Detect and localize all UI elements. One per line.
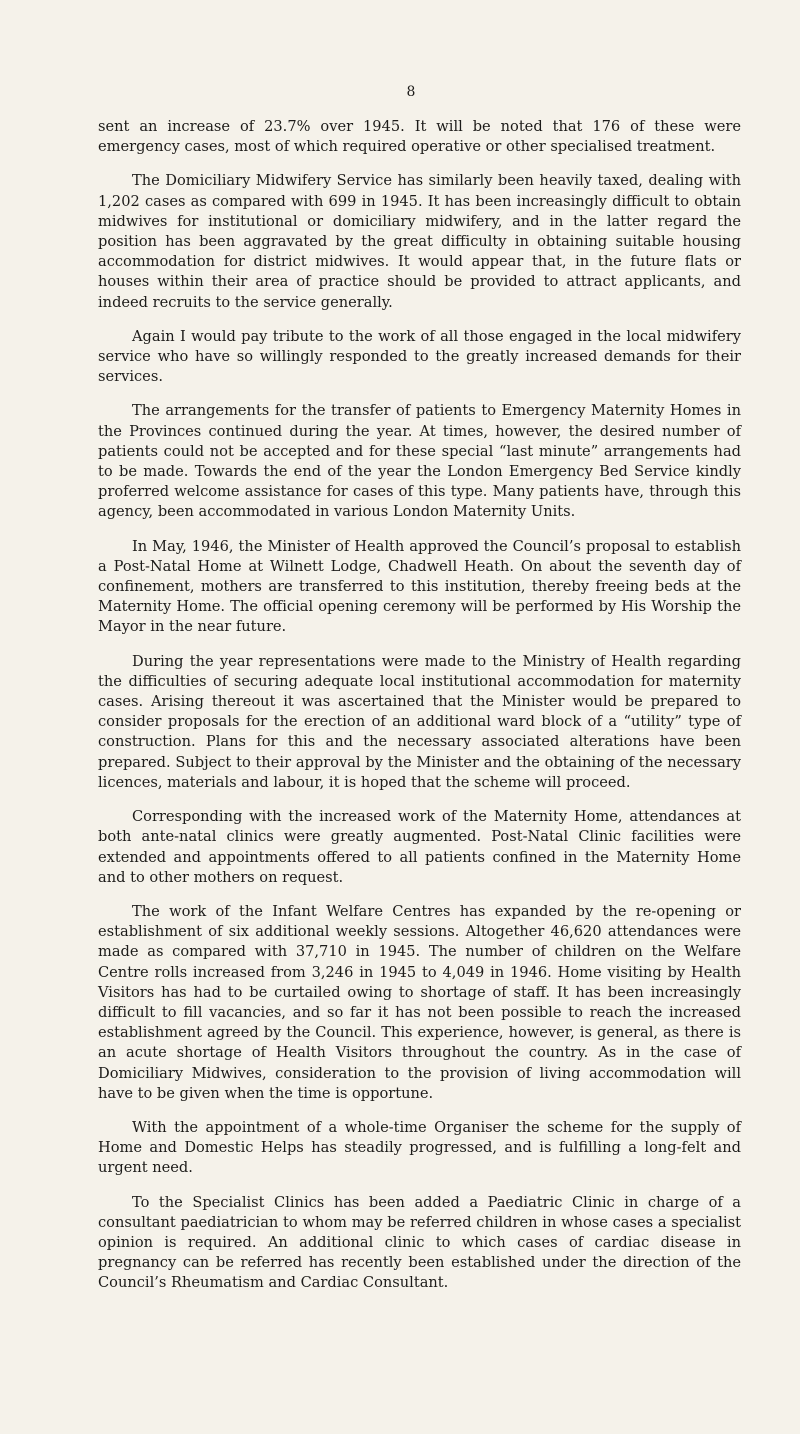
paragraph-ministry-representations: During the year representations were made to the Ministry of Health regarding the difficulties of securing adequate local institutional accommodation for maternity cases. Arising thereout it was ascertained that the Minister would be prepared to consider proposals for the erection of an additional ward block of a “utility” type of construction. Plans for this and the necessary associated alterations have been prepared. Subject to their approval by the Minister and the obtaining of the necessary licences, materials and labour, it is hoped that the scheme will proceed. — [98, 652, 741, 791]
paragraph-clinic-attendances: Corresponding with the increased work of the Maternity Home, attendances at both ante-natal clinics were greatly augmented. Post-Natal Clinic facilities were extended and appointments offered to all patients confined in the Maternity Home and to other mothers on request. — [98, 808, 741, 886]
paragraph-infant-welfare-centres: The work of the Infant Welfare Centres has expanded by the re-opening or establishment of six additional weekly sessions. Altogether 46,620 attendances were made as compared with 37,710 in 1945. The number of children on the Welfare Centre rolls increased from 3,246 in 1945 to 4,049 in 1946. Home visiting by Health Visitors has had to be curtailed owing to shortage of staff. It has been increasingly difficult to fill vacancies, and so far it has not been possible to reach the increased establishment agreed by the Council. This experience, however, is general, as there is an acute shortage of Health Visitors throughout the country. As in the case of Domiciliary Midwives, consideration to the provision of living accommodation will have to be given when the time is opportune. — [98, 902, 741, 1102]
page-number: 8 — [406, 84, 416, 100]
body-text — [98, 117, 741, 1308]
paragraph-emergency-maternity-homes: The arrangements for the transfer of patients to Emergency Maternity Homes in the Provinces continued during the year. At times, however, the desired number of patients could not be accepted and for these special “last minute” arrangements had to be made. Towards the end of the year the London Emergency Bed Service kindly proferred welcome assistance for cases of this type. Many patients have, through this agency, been accommodated in various London Maternity Units. — [98, 402, 741, 521]
paragraph-continuation: sent an increase of 23.7% over 1945. It will be noted that 176 of these were emergency cases, most of which required operative or other specialised treatment. — [98, 118, 741, 156]
paragraph-tribute: Again I would pay tribute to the work of all those engaged in the local midwifery service who have so willingly responded to the greatly increased demands for their services. — [98, 327, 741, 386]
paragraph-domiciliary-midwifery: The Domiciliary Midwifery Service has similarly been heavily taxed, dealing with 1,202 cases as compared with 699 in 1945. It has been increasingly difficult to obtain midwives for institutional or domiciliary midwifery, and in the latter regard the position has been aggravated by the great difficulty in obtaining suitable housing accommodation for district midwives. It would appear that, in the future flats or houses within their area of practice should be provided to attract applicants, and indeed recruits to the service generally. — [98, 172, 741, 311]
paragraph-post-natal-home: In May, 1946, the Minister of Health approved the Council’s proposal to establish a Post-Natal Home at Wilnett Lodge, Chadwell Heath. On about the seventh day of confinement, mothers are transferred to this institution, thereby freeing beds at the Maternity Home. The official opening ceremony will be performed by His Worship the Mayor in the near future. — [98, 537, 741, 636]
paragraph-domestic-helps: With the appointment of a whole-time Organiser the scheme for the supply of Home and Domestic Helps has steadily progressed, and is fulfilling a long-felt and urgent need. — [98, 1118, 741, 1177]
paragraph-specialist-clinics: To the Specialist Clinics has been added a Paediatric Clinic in charge of a consultant paediatrician to whom may be referred children in whose cases a specialist opinion is required. An additional clinic to which cases of cardiac disease in pregnancy can be referred has recently been established under the direction of the Council’s Rheumatism and Cardiac Consultant. — [98, 1193, 741, 1292]
